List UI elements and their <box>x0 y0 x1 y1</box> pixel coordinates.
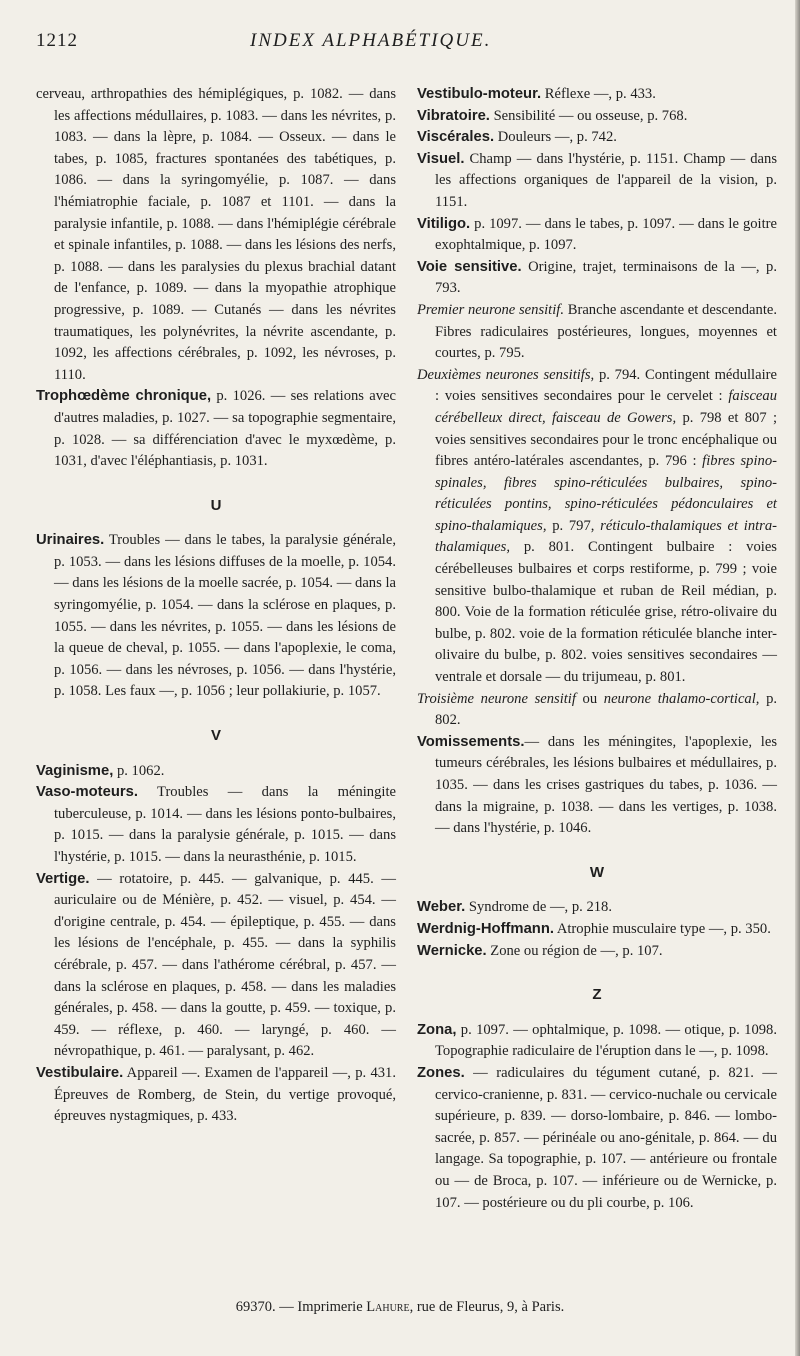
entry-text: p. 1062. <box>113 762 165 779</box>
section-letter-z: Z <box>592 986 602 1004</box>
index-subentry-troisieme-neurone <box>417 689 777 732</box>
page-edge-shadow <box>795 0 800 1356</box>
index-entry-vertige <box>36 869 396 1063</box>
index-entry-weber <box>417 897 777 919</box>
entry-text: Appareil —. Examen de l'appareil —, p. 431. Épreuves de Romberg, de Stein, du vertige provoqué, épreuves nystagmiques, p. 433. <box>54 1064 396 1125</box>
index-entry-wernicke <box>417 941 777 963</box>
entry-term: Visuel. <box>417 150 465 167</box>
index-entry-zona <box>417 1020 777 1063</box>
index-entry-continuation <box>36 84 396 386</box>
entry-text: p. 1097. — ophtalmique, p. 1098. — otique, p. 1098. Topographie radiculaire de l'éruption dans le —, p. 1098. <box>435 1021 777 1060</box>
entry-text: p. 802. <box>435 690 778 729</box>
index-subentry-premier-neurone <box>417 300 777 365</box>
entry-term: Urinaires. <box>36 532 105 549</box>
section-letter-v: V <box>210 727 221 745</box>
entry-term: Werdnig-Hoffmann. <box>417 920 554 937</box>
entry-text: p. 797, <box>546 517 601 534</box>
entry-text: ou <box>575 690 604 707</box>
entry-text: Atrophie musculaire type —, p. 350. <box>554 920 771 937</box>
index-entry-vomissements <box>417 732 777 840</box>
entry-term: Vitiligo. <box>417 215 471 232</box>
entry-text: Sensibilité — ou osseuse, p. 768. <box>489 107 688 124</box>
entry-text: Syndrome de —, p. 218. <box>465 899 612 916</box>
print-code: 69370. <box>235 1299 276 1315</box>
entry-term: Voie sensitive. <box>417 258 522 275</box>
index-entry-vitiligo <box>417 214 777 257</box>
entry-text: Champ — dans l'hystérie, p. 1151. Champ — dans les affections organiques de l'appareil de la vision, p. 1151. <box>435 150 777 210</box>
entry-text: Branche ascendante et descendante. Fibres radiculaires postérieures, longues, moyennes et courtes, p. 795. <box>435 301 777 362</box>
entry-term: Vibratoire. <box>417 107 490 124</box>
entry-term: Vaso-moteurs. <box>36 784 138 801</box>
entry-term: Vomissements. <box>417 733 525 750</box>
section-letter-u: U <box>210 496 222 514</box>
entry-text: p. 1026. — ses relations avec d'autres maladies, p. 1027. — sa topographie segmentaire, p. 1028. — sa différenciation d'avec le myxœdème, p. 1031, d'avec l'éléphantiasis, p. 1031. <box>54 388 396 470</box>
entry-text: Douleurs —, p. 742. <box>494 129 617 146</box>
entry-term: Viscérales. <box>417 129 495 146</box>
index-entry-viscerales <box>417 127 777 149</box>
entry-italic: faisceau cérébelleux direct, faisceau de Gowers, <box>435 388 777 426</box>
index-entry-vasomoteurs <box>36 782 396 868</box>
footer-text: , rue de Fleurus, 9, à Paris. <box>409 1299 565 1315</box>
entry-text: cerveau, arthropathies des hémiplégiques, p. 1082. — dans les affections médullaires, p. 1083. — dans les névrites, p. 1083. — dans la lèpre, p. 1084. — Osseux. — dans le tabes, p. 1085, fractures spontanées des tabétiques, p. 1086. — dans la syringomyélie, p. 1087. — dans l'hémiatrophie faciale, p. 1087 et 1101. — dans la paralysie infantile, p. 1088. — dans l'hémiplégie cérébrale et spinale infantiles, p. 1088. — dans les lésions des nerfs, p. 1088. — dans les paralysies du plexus brachial datant de l'enfance, p. 1089. — dans la myopathie atrophique progressive, p. 1089. — Cutanés — dans les névrites traumatiques, les polynévrites, la névrite ascendante, p. 1092, les affections cérébrales, p. 1092, les névroses, p. 1110. <box>36 86 396 383</box>
entry-term: Zones. <box>417 1064 465 1081</box>
subentry-label: Deuxièmes neurones sensitifs, <box>417 366 595 383</box>
index-entry-werdnig-hoffmann <box>417 919 777 941</box>
index-entry-vaginisme <box>36 761 396 783</box>
index-entry-urinaires <box>36 530 396 703</box>
entry-text: Troubles — dans le tabes, la paralysie générale, p. 1053. — dans les lésions diffuses de la moelle, p. 1054. — dans les lésions de la moelle sacrée, p. 1054. — dans la syringomyélie, p. 1054. — dans la sclérose en plaques, p. 1055. — dans les névrites, p. 1055. — dans les lésions de la queue de cheval, p. 1055. — dans l'apoplexie, le coma, p. 1056. — dans les névroses, p. 1056. — dans l'hystérie, p. 1058. Les faux —, p. 1056 ; leur pollakiurie, p. 1057. <box>54 532 396 700</box>
index-entry-vestibulo-moteur <box>417 84 777 106</box>
running-head: INDEX ALPHABÉTIQUE. <box>250 30 492 51</box>
entry-text: — dans les méningites, l'apoplexie, les tumeurs cérébrales, les lésions bulbaires et médullaires, p. 1035. — dans les crises gastriques du tabes, p. 1036. — dans la migraine, p. 1038. — dans les vertiges, p. 1038. — dans l'hystérie, p. 1046. <box>435 733 777 837</box>
entry-term: Vestibulo-moteur. <box>417 86 542 102</box>
entry-text: p. 794. Contingent médullaire : voies sensitives secondaires pour le cervelet : <box>435 366 777 405</box>
index-entry-zones <box>417 1063 777 1214</box>
entry-text: Zone ou région de —, p. 107. <box>486 942 663 959</box>
entry-italic: réticulo-thalamiques et intra-thalamiques, <box>435 517 778 556</box>
index-entry-voie-sensitive <box>417 257 777 300</box>
left-column <box>36 84 396 1128</box>
entry-text: p. 801. Contingent bulbaire : voies cérébelleuses bulbaires et corps restiforme, p. 799 ; voie sensitive bulbo-thalamique et ruban de Reil médian, p. 800. Voie de la formation réticulée grise, rétro-olivaire du bulbe, p. 802. voie de la formation réticulée blanche inter-olivaire du bulbe, p. 802. voies sensitives secondaires — ventrale et dorsale — du trijumeau, p. 801. <box>435 539 777 686</box>
entry-text: p. 798 et 807 ; voies sensitives secondaires pour le tronc encéphalique ou fibres antéro-latérales ascendantes, p. 796 : <box>435 409 778 470</box>
subentry-label: Premier neurone sensitif. <box>417 301 564 318</box>
index-entry-visuel <box>417 149 777 214</box>
entry-italic: fibres spino-spinales, fibres spino-réticulées bulbaires, spino-réticulées pontins, spino-réticulées pédonculaires et spino-thalamiques, <box>435 453 777 534</box>
entry-term: Vertige. <box>36 870 90 887</box>
entry-text: Troubles — dans la méningite tuberculeuse, p. 1014. — dans les lésions ponto-bulbaires, p. 1015. — dans la paralysie générale, p. 1015. — dans l'hystérie, p. 1015. — dans la neurasthénie, p. 1015. <box>54 784 396 865</box>
printer-footer <box>0 1299 800 1316</box>
page-number: 1212 <box>36 30 78 51</box>
index-entry-trophoedeme <box>36 386 396 472</box>
index-subentry-deuxiemes-neurones <box>417 365 777 689</box>
entry-term: Vestibulaire. <box>36 1064 124 1081</box>
entry-text: p. 1097. — dans le tabes, p. 1097. — dans le goitre exophtalmique, p. 1097. <box>435 215 777 254</box>
page-header <box>0 30 800 60</box>
subentry-label: Troisième neurone sensitif <box>417 690 576 707</box>
footer-text: — Imprimerie <box>275 1299 367 1315</box>
printer-name: Lahure <box>366 1299 410 1315</box>
right-column <box>417 84 777 1214</box>
entry-term: Trophœdème chronique, <box>36 388 212 405</box>
entry-text: — rotatoire, p. 445. — galvanique, p. 445. — auriculaire ou de Ménière, p. 452. — visuel, p. 454. — d'origine centrale, p. 454. — épileptique, p. 455. — dans les lésions de l'encéphale, p. 455. — dans la syphilis cérébrale, p. 457. — dans l'athérome cérébral, p. 457. — dans la sclérose en plaques, p. 458. — dans les maladies générales, p. 458. — dans la goutte, p. 459. — toxique, p. 459. — réflexe, p. 460. — laryngé, p. 460. — névropathique, p. 461. — paralysant, p. 462. <box>54 870 396 1060</box>
index-entry-vibratoire <box>417 106 777 128</box>
entry-term: Vaginisme, <box>36 762 114 779</box>
entry-text: Origine, trajet, terminaisons de la —, p. 793. <box>435 258 777 297</box>
entry-term: Wernicke. <box>417 942 487 959</box>
section-letter-w: W <box>589 863 605 881</box>
entry-term: Zona, <box>417 1021 457 1038</box>
entry-term: Weber. <box>417 899 466 916</box>
subentry-label: neurone thalamo-cortical, <box>603 690 760 707</box>
entry-text: Réflexe —, p. 433. <box>541 86 656 102</box>
index-entry-vestibulaire <box>36 1063 396 1128</box>
entry-text: — radiculaires du tégument cutané, p. 821. — cervico-cranienne, p. 831. — cervico-nuchale ou cervicale supérieure, p. 839. — dorso-lombaire, p. 846. — lombo-sacrée, p. 857. — périnéale ou ano-génitale, p. 864. — du langage. Sa topographie, p. 107. — antérieure ou frontale ou — de Broca, p. 107. — inférieure ou de Wernicke, p. 107. — postérieure ou du pli courbe, p. 106. <box>435 1064 777 1211</box>
